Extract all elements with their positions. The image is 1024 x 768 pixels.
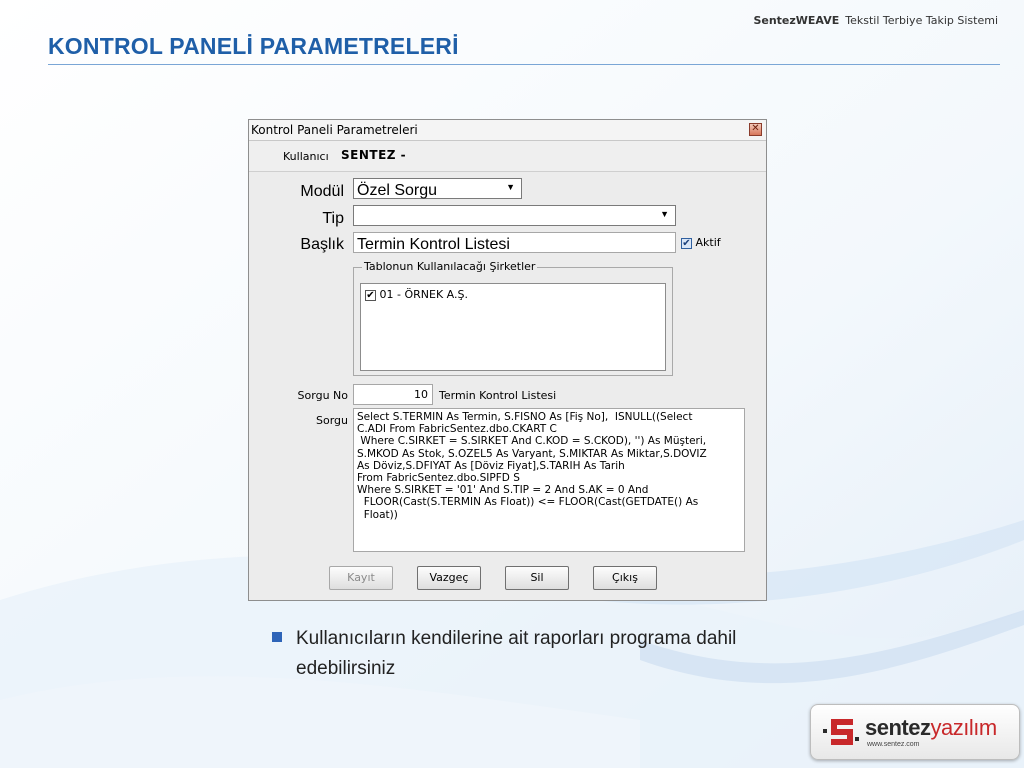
close-icon[interactable]: ✕ bbox=[749, 123, 762, 136]
user-label: Kullanıcı bbox=[283, 150, 329, 163]
logo-s-icon bbox=[823, 715, 859, 749]
sorgu-no-input[interactable] bbox=[353, 384, 433, 405]
tip-select[interactable] bbox=[353, 205, 676, 226]
logo-name-part2: yazılım bbox=[930, 715, 997, 740]
sorgu-no-label: Sorgu No bbox=[297, 389, 348, 402]
tip-label: Tip bbox=[322, 210, 344, 227]
kayit-button[interactable]: Kayıt bbox=[329, 566, 393, 590]
list-item[interactable] bbox=[365, 288, 468, 301]
company-checkbox[interactable]: ✔ bbox=[366, 289, 375, 301]
bullet-text: Kullanıcıların kendilerine ait raporları programa dahil edebilirsiniz bbox=[296, 628, 737, 679]
sorgu-label: Sorgu bbox=[316, 414, 348, 427]
companies-group-label: Tablonun Kullanılacağı Şirketler bbox=[364, 260, 536, 273]
page-title: KONTROL PANELİ PARAMETRELERİ bbox=[48, 33, 459, 59]
companies-groupbox bbox=[353, 260, 673, 376]
company-label: 01 - ÖRNEK A.Ş. bbox=[379, 288, 468, 301]
baslik-value: Termin Kontrol Listesi bbox=[357, 236, 510, 253]
aktif-checkbox[interactable]: ✔ bbox=[682, 237, 691, 249]
title-divider bbox=[48, 64, 1000, 65]
aktif-label: Aktif bbox=[695, 236, 721, 249]
sorgu-no-value: 10 bbox=[414, 388, 428, 401]
user-row bbox=[249, 141, 766, 172]
baslik-label: Başlık bbox=[300, 236, 344, 253]
cikis-button[interactable]: Çıkış bbox=[593, 566, 657, 590]
logo-name-part1: sentez bbox=[865, 715, 931, 740]
companies-list[interactable] bbox=[360, 283, 666, 371]
brand-subtitle: Tekstil Terbiye Takip Sistemi bbox=[845, 14, 998, 27]
sil-button[interactable]: Sil bbox=[505, 566, 569, 590]
modul-select[interactable] bbox=[353, 178, 522, 199]
dialog-title: Kontrol Paneli Parametreleri bbox=[251, 123, 418, 137]
chevron-down-icon: ▼ bbox=[506, 182, 515, 192]
brand-name: SentezWEAVE bbox=[753, 14, 840, 27]
sorgu-textarea[interactable]: Select S.TERMIN As Termin, S.FISNO As [Fiş No], ISNULL((Select C.ADI From FabricSentez.dbo.CKART C Where C.SIRKET = S.SIRKET And C.KOD = S.CKOD), '') As Müşteri, S.MKOD As Stok, S.OZEL5 As Varyant, S.MIKTAR As Miktar,S.DOVIZ As Döviz,S.DFIYAT As [Döviz Fiyat],S.TARIH As Tarih From FabricSentez.dbo.SIPFD S Where S.SIRKET = '01' And S.TIP = 2 And S.AK = 0 And FLOOR(Cast(S.TERMIN As Float)) <= FLOOR(Cast(GETDATE() As Float)) bbox=[353, 408, 745, 552]
chevron-down-icon: ▼ bbox=[660, 209, 669, 219]
vazgec-button[interactable]: Vazgeç bbox=[417, 566, 481, 590]
bullet-square-icon bbox=[272, 632, 282, 642]
slide-header-right bbox=[753, 14, 998, 27]
baslik-input[interactable] bbox=[353, 232, 676, 253]
dialog-titlebar[interactable] bbox=[249, 120, 766, 141]
logo-text bbox=[865, 715, 997, 741]
modul-value: Özel Sorgu bbox=[357, 182, 438, 199]
sorgu-no-description: Termin Kontrol Listesi bbox=[439, 389, 557, 402]
aktif-checkbox-wrap[interactable] bbox=[681, 236, 721, 249]
modul-label: Modül bbox=[300, 183, 344, 200]
user-value: SENTEZ - bbox=[341, 148, 407, 162]
logo-url: www.sentez.com bbox=[867, 741, 920, 748]
company-logo bbox=[810, 704, 1020, 760]
